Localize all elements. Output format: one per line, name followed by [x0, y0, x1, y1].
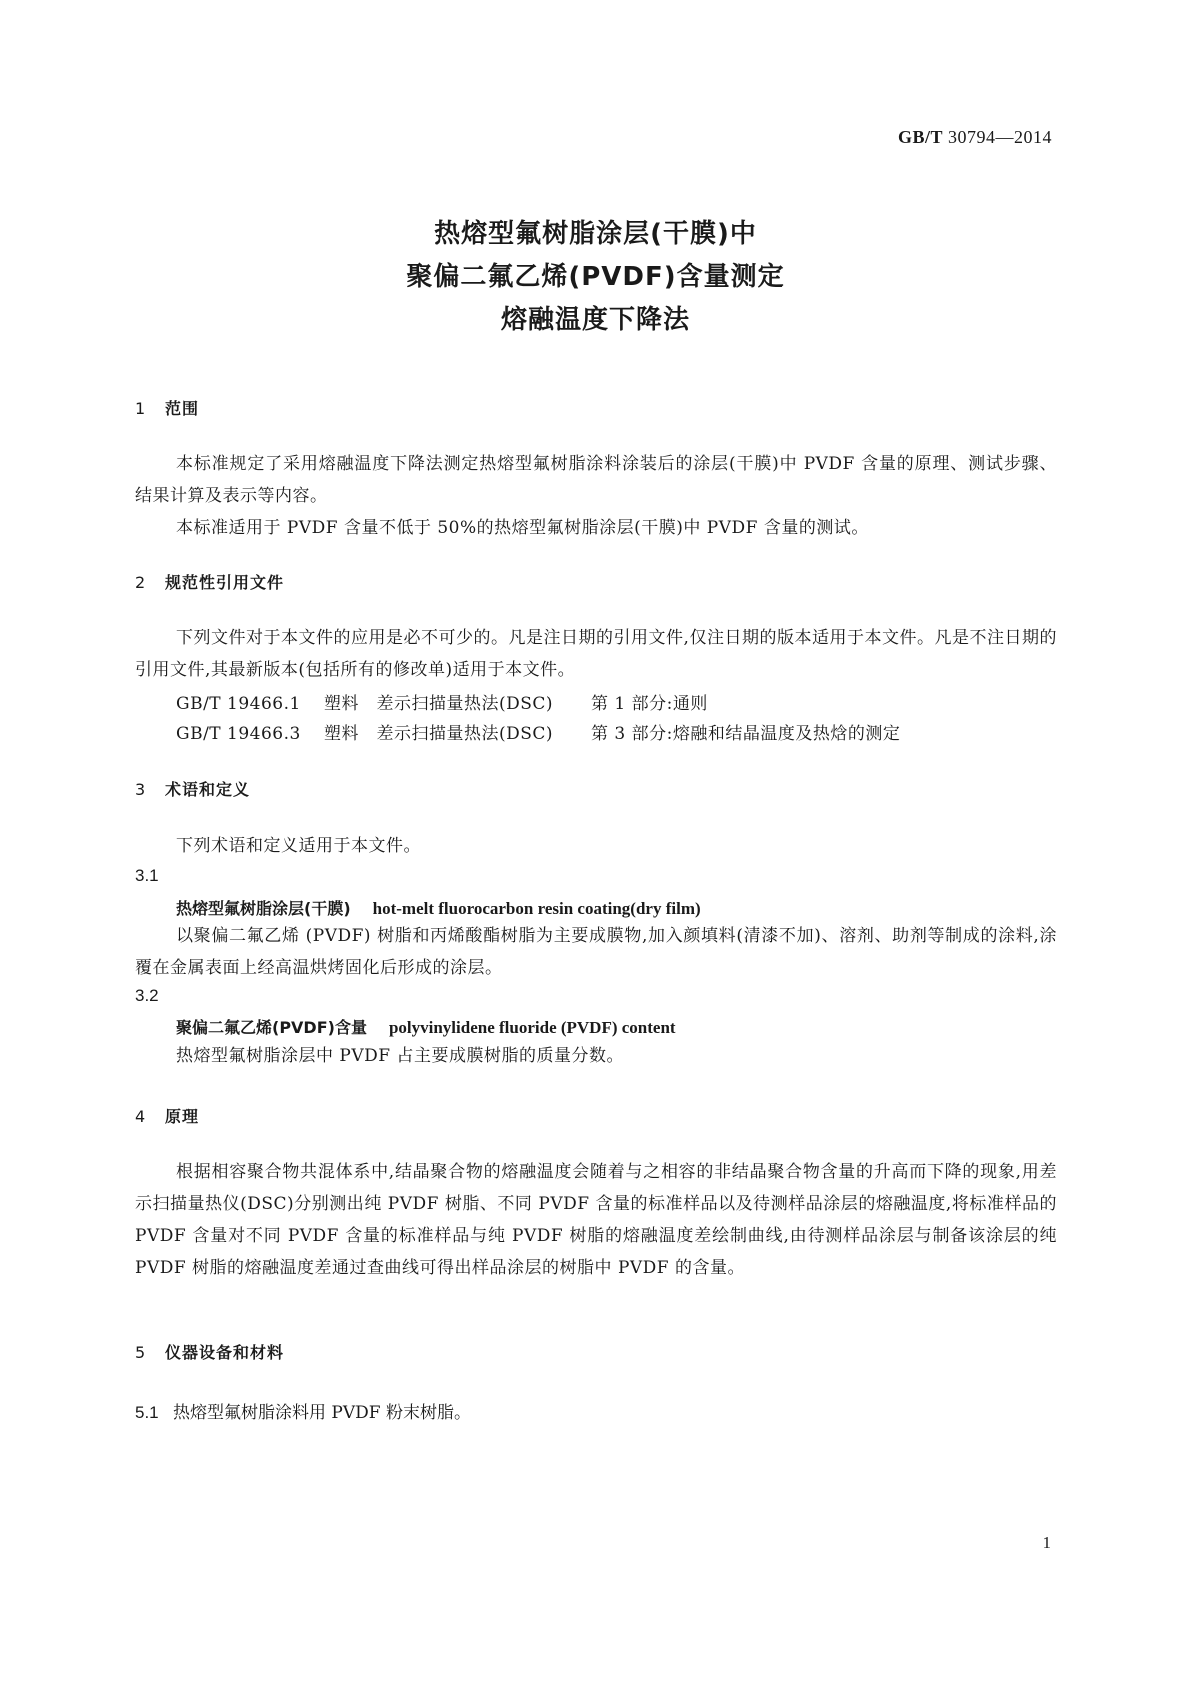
section-1-paragraph-1: 本标准规定了采用熔融温度下降法测定热熔型氟树脂涂料涂装后的涂层(干膜)中 PVDF 含量的原理、测试步骤、结果计算及表示等内容。 — [135, 454, 1057, 506]
section-number: 1 — [135, 399, 147, 418]
section-title: 原理 — [165, 1107, 200, 1126]
item-text: 热熔型氟树脂涂料用 PVDF 粉末树脂。 — [173, 1403, 471, 1423]
term-english: polyvinylidene fluoride (PVDF) content — [388, 1018, 676, 1037]
section-4-paragraph-1: 根据相容聚合物共混体系中,结晶聚合物的熔融温度会随着与之相容的非结晶聚合物含量的升高而下降的现象,用差示扫描量热仪(DSC)分别测出纯 PVDF 树脂、不同 PVDF 含量的标准样品以及待测样品涂层的熔融温度,将标准样品的 PVDF 含量对不同 PVDF 含量的标准样品与纯 PVDF 树脂的熔融温度差绘制曲线,由待测样品涂层与制备该涂层的纯 PVDF 树脂的熔融温度差通过查曲线可得出样品涂层的树脂中 PVDF 的含量。 — [135, 1162, 1057, 1278]
section-5-heading — [135, 1340, 284, 1363]
title-line-2: 聚偏二氟乙烯(PVDF)含量测定 — [406, 262, 785, 292]
term-definition: 热熔型氟树脂涂层中 PVDF 占主要成膜树脂的质量分数。 — [176, 1046, 624, 1066]
title-line-1: 热熔型氟树脂涂层(干膜)中 — [434, 219, 757, 249]
reference-part: 第 3 部分:熔融和结晶温度及热焓的测定 — [591, 724, 901, 744]
reference-part: 第 1 部分:通则 — [591, 694, 708, 714]
term-heading — [176, 1015, 676, 1038]
term-chinese: 聚偏二氟乙烯(PVDF)含量 — [176, 1018, 367, 1037]
reference-1 — [176, 689, 708, 714]
reference-code: GB/T 19466.1 — [176, 694, 301, 714]
section-title: 范围 — [165, 399, 200, 418]
section-number: 4 — [135, 1107, 147, 1126]
standard-number: 30794—2014 — [948, 127, 1052, 147]
term-english: hot-melt fluorocarbon resin coating(dry film) — [372, 899, 701, 918]
standard-code: GB/T — [897, 127, 943, 147]
section-title: 术语和定义 — [165, 780, 251, 799]
section-3-heading — [135, 777, 250, 800]
reference-name: 塑料 差示扫描量热法(DSC) — [324, 724, 554, 744]
section-3-paragraph-1: 下列术语和定义适用于本文件。 — [176, 836, 421, 856]
section-2-heading — [135, 570, 284, 593]
item-number: 5.1 — [135, 1403, 159, 1422]
reference-code: GB/T 19466.3 — [176, 724, 301, 744]
section-4-heading — [135, 1104, 199, 1127]
term-definition: 以聚偏二氟乙烯 (PVDF) 树脂和丙烯酸酯树脂为主要成膜物,加入颜填料(清漆不加)、溶剂、助剂等制成的涂料,涂覆在金属表面上经高温烘烤固化后形成的涂层。 — [135, 926, 1057, 978]
term-number: 3.2 — [135, 986, 159, 1005]
reference-2 — [176, 719, 900, 744]
section-2-paragraph-1: 下列文件对于本文件的应用是必不可少的。凡是注日期的引用文件,仅注日期的版本适用于本文件。凡是不注日期的引用文件,其最新版本(包括所有的修改单)适用于本文件。 — [135, 628, 1057, 680]
reference-name: 塑料 差示扫描量热法(DSC) — [324, 694, 554, 714]
title-line-3: 熔融温度下降法 — [500, 305, 690, 335]
term-chinese: 热熔型氟树脂涂层(干膜) — [176, 899, 351, 918]
page-number: 1 — [1042, 1533, 1051, 1552]
item-5-1 — [135, 1398, 471, 1423]
section-number: 2 — [135, 573, 147, 592]
section-title: 规范性引用文件 — [165, 573, 285, 592]
section-title: 仪器设备和材料 — [165, 1343, 285, 1362]
term-number: 3.1 — [135, 866, 159, 885]
section-number: 5 — [135, 1343, 147, 1362]
section-1-heading — [135, 396, 199, 419]
section-number: 3 — [135, 780, 147, 799]
section-1-paragraph-2: 本标准适用于 PVDF 含量不低于 50%的热熔型氟树脂涂层(干膜)中 PVDF 含量的测试。 — [176, 518, 869, 538]
term-heading — [176, 896, 701, 919]
standard-header — [898, 127, 1052, 148]
